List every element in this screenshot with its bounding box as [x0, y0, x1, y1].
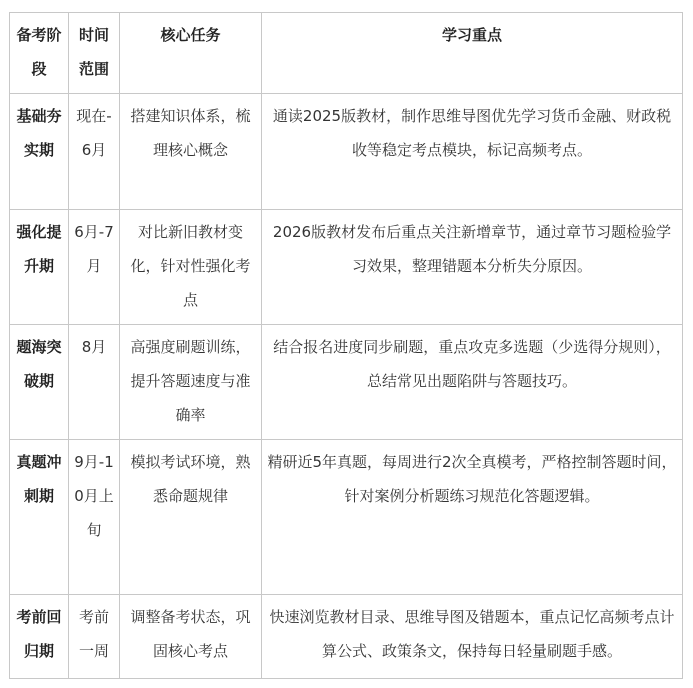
- stage-cell: 考前回归期: [10, 595, 69, 679]
- table-header-row: [10, 13, 683, 94]
- time-cell: 9月-10月上旬: [69, 440, 120, 595]
- header-stage: 备考阶段: [10, 13, 69, 94]
- stage-cell: 真题冲刺期: [10, 440, 69, 595]
- time-cell: 现在-6月: [69, 94, 120, 210]
- task-cell: 模拟考试环境，熟悉命题规律: [120, 440, 262, 595]
- table-row: [10, 210, 683, 325]
- stage-cell: 题海突破期: [10, 325, 69, 440]
- task-cell: 搭建知识体系，梳理核心概念: [120, 94, 262, 210]
- focus-cell: 2026版教材发布后重点关注新增章节，通过章节习题检验学习效果，整理错题本分析失分原因。: [262, 210, 683, 325]
- study-plan-table: [9, 12, 683, 679]
- header-time: 时间范围: [69, 13, 120, 94]
- stage-cell: 基础夯实期: [10, 94, 69, 210]
- focus-cell: 结合报名进度同步刷题，重点攻克多选题（少选得分规则），总结常见出题陷阱与答题技巧。: [262, 325, 683, 440]
- table-row: [10, 94, 683, 210]
- header-focus: 学习重点: [262, 13, 683, 94]
- table-row: [10, 440, 683, 595]
- time-cell: 6月-7月: [69, 210, 120, 325]
- focus-cell: 快速浏览教材目录、思维导图及错题本，重点记忆高频考点计算公式、政策条文，保持每日轻量刷题手感。: [262, 595, 683, 679]
- task-cell: 高强度刷题训练，提升答题速度与准确率: [120, 325, 262, 440]
- task-cell: 调整备考状态，巩固核心考点: [120, 595, 262, 679]
- stage-cell: 强化提升期: [10, 210, 69, 325]
- time-cell: 8月: [69, 325, 120, 440]
- focus-cell: 精研近5年真题，每周进行2次全真模考，严格控制答题时间，针对案例分析题练习规范化答题逻辑。: [262, 440, 683, 595]
- task-cell: 对比新旧教材变化，针对性强化考点: [120, 210, 262, 325]
- focus-cell: 通读2025版教材，制作思维导图优先学习货币金融、财政税收等稳定考点模块，标记高频考点。: [262, 94, 683, 210]
- table-row: [10, 595, 683, 679]
- table-row: [10, 325, 683, 440]
- time-cell: 考前一周: [69, 595, 120, 679]
- header-task: 核心任务: [120, 13, 262, 94]
